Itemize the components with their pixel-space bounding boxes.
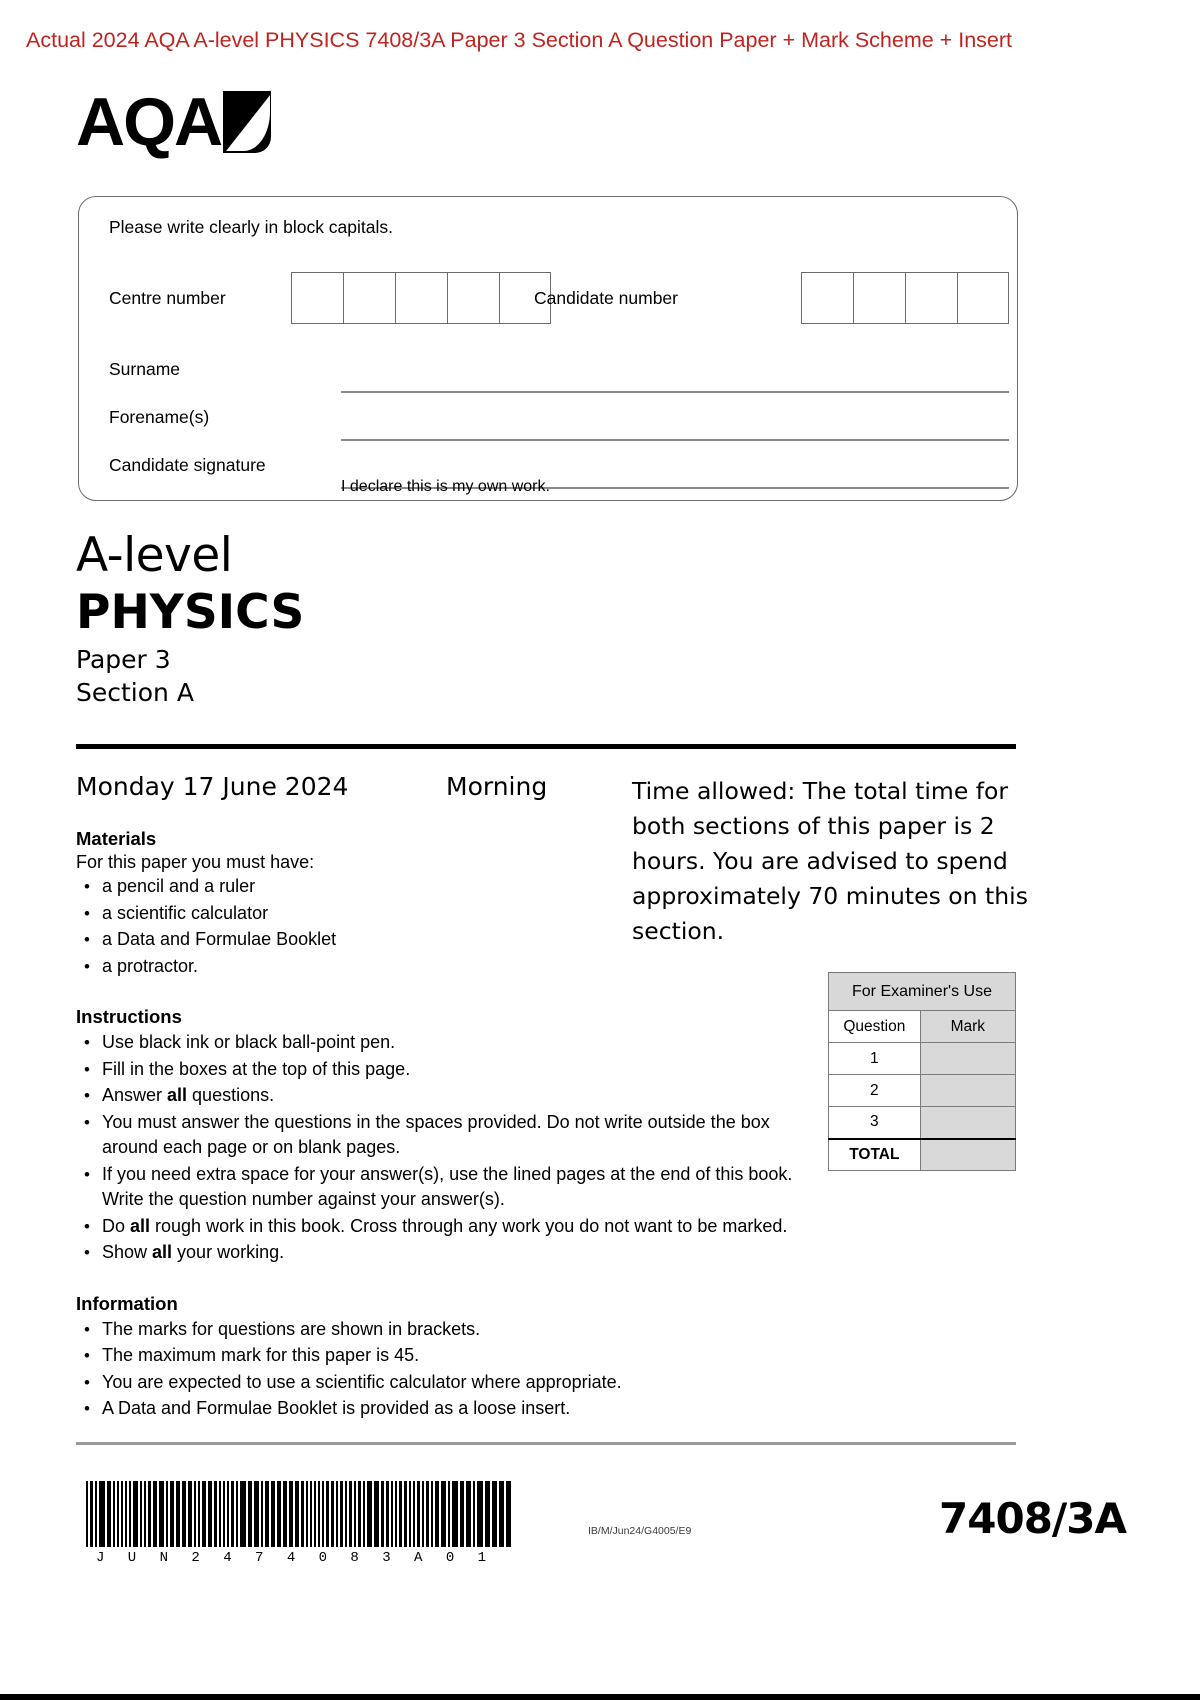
instructions-list [76,1030,806,1266]
barcode-bar [358,1481,361,1547]
barcode-bar [277,1481,281,1547]
paper-number: Paper 3 [76,645,171,674]
barcode-bar [198,1481,200,1547]
barcode-bar [140,1481,142,1547]
surname-label: Surname [109,359,181,379]
examiner-table-header-row [829,1011,1016,1043]
instructions-column [76,828,806,1423]
barcode-bar [166,1481,168,1547]
information-list [76,1317,806,1422]
materials-heading: Materials [76,828,157,849]
forename-row [109,397,1009,445]
barcode-bar [381,1481,384,1547]
barcode-bar [441,1481,446,1547]
centre-number-cell[interactable] [343,272,395,324]
barcode-bar [426,1481,429,1547]
barcode-bar [499,1481,504,1547]
examiner-use-table [828,972,1016,1171]
centre-candidate-row [109,272,1009,324]
barcode-bar [448,1481,450,1547]
mark-entry-cell[interactable] [920,1043,1015,1075]
list-item: • If you need extra space for your answer(s), use the lined pages at the end of this book. Write the question number against your answer(s). [76,1162,806,1213]
list-item: • Show all your working. [76,1240,806,1266]
barcode-bar [422,1481,424,1547]
barcode-bar [466,1481,471,1547]
barcode-bar [236,1481,238,1547]
barcode-bar [306,1481,308,1547]
barcode-bar [283,1481,287,1547]
barcode-bar [159,1481,164,1547]
examiner-column-header: Mark [920,1011,1015,1043]
barcode-bar [310,1481,312,1547]
list-item: • Use black ink or black ball-point pen. [76,1030,806,1056]
list-item: • You are expected to use a scientific calculator where appropriate. [76,1370,806,1396]
barcode-bar [395,1481,397,1547]
barcode-bar [113,1481,115,1547]
list-item: • a Data and Formulae Booklet [76,927,806,953]
barcode-bar [473,1481,475,1547]
barcode-bar [318,1481,320,1547]
examiner-table-title-row [829,973,1016,1011]
barcode-bar [349,1481,352,1547]
barcode-bar [295,1481,299,1547]
examiner-table-title: For Examiner's Use [829,973,1016,1011]
aqa-logo [76,84,271,160]
barcode-number: J U N 2 4 7 4 0 8 3 A 0 1 [96,1550,494,1566]
barcode-bar [374,1481,379,1547]
barcode-bar [492,1481,497,1547]
mark-entry-cell[interactable] [920,1075,1015,1107]
barcode [86,1481,513,1566]
total-label: TOTAL [829,1139,921,1171]
centre-number-cell[interactable] [447,272,499,324]
barcode-bar [431,1481,433,1547]
barcode-bar [121,1481,123,1547]
barcode-bar [435,1481,439,1547]
signature-row [109,445,1009,493]
barcode-bar [452,1481,458,1547]
barcode-bar [99,1481,105,1547]
materials-list [76,874,806,979]
red-banner-title: Actual 2024 AQA A-level PHYSICS 7408/3A Paper 3 Section A Question Paper + Mark Scheme + Insert [26,28,1012,52]
centre-number-label: Centre number [109,288,226,308]
qualification-level: A-level [76,528,233,583]
list-item: • a scientific calculator [76,901,806,927]
barcode-bar [386,1481,389,1547]
mark-entry-cell[interactable] [920,1107,1015,1139]
barcode-bar [90,1481,93,1547]
barcode-bar [336,1481,338,1547]
forename-label: Forename(s) [109,407,210,427]
barcode-bar [354,1481,356,1547]
barcode-bar [153,1481,157,1547]
section-label: Section A [76,678,194,707]
barcode-bar [340,1481,343,1547]
list-item: • A Data and Formulae Booklet is provided as a loose insert. [76,1396,806,1422]
barcode-bar [148,1481,151,1547]
barcode-bar [117,1481,119,1547]
barcode-bar [202,1481,206,1547]
barcode-bar [214,1481,217,1547]
barcode-bar [176,1481,180,1547]
table-row [829,1075,1016,1107]
time-allowed-text: Time allowed: The total time for both sections of this paper is 2 hours. You are advised to spend approximately 70 minutes on this section. [632,777,1028,945]
paper-title-block [76,528,304,709]
barcode-bar [223,1481,225,1547]
barcode-bar [289,1481,293,1547]
list-item: • The marks for questions are shown in brackets. [76,1317,806,1343]
barcode-bar [326,1481,329,1547]
list-item: • a pencil and a ruler [76,874,806,900]
barcode-bar [129,1481,131,1547]
barcode-bar [417,1481,420,1547]
barcode-bars [86,1481,513,1547]
barcode-bar [322,1481,324,1547]
barcode-bar [271,1481,275,1547]
barcode-bar [409,1481,411,1547]
list-item: • You must answer the questions in the spaces provided. Do not write outside the box around each page or on blank pages. [76,1110,806,1161]
barcode-bar [460,1481,464,1547]
barcode-bar [399,1481,402,1547]
barcode-bar [231,1481,234,1547]
aqa-logo-text: AQA [76,84,222,160]
barcode-bar [182,1481,186,1547]
barcode-bar [413,1481,415,1547]
question-number-cell: 2 [829,1075,921,1107]
examiner-total-row [829,1139,1016,1171]
barcode-bar [485,1481,490,1547]
barcode-bar [107,1481,111,1547]
barcode-bar [227,1481,229,1547]
barcode-bar [86,1481,88,1547]
barcode-bar [240,1481,246,1547]
barcode-bar [367,1481,372,1547]
candidate-number-label: Candidate number [534,288,678,308]
barcode-bar [133,1481,138,1547]
total-mark-cell[interactable] [920,1139,1015,1171]
barcode-bar [170,1481,174,1547]
exam-date: Monday 17 June 2024 [76,772,349,801]
subject-title: PHYSICS [76,585,305,640]
forename-input[interactable] [341,439,1009,441]
list-item: • Do all rough work in this book. Cross through any work you do not want to be marked. [76,1214,806,1240]
footer-divider [76,1442,1016,1445]
surname-input[interactable] [341,391,1009,393]
centre-number-cell[interactable] [291,272,343,324]
barcode-bar [404,1481,407,1547]
declaration-text: I declare this is my own work. [341,478,550,495]
instructions-heading: Instructions [76,1006,182,1027]
barcode-bar [391,1481,393,1547]
barcode-bar [506,1481,511,1547]
paper-code: 7408/3A [939,1494,1126,1543]
ib-reference-code: IB/M/Jun24/G4005/E9 [588,1525,692,1537]
information-heading: Information [76,1292,178,1314]
materials-subheading: For this paper you must have: [76,852,315,872]
barcode-bar [331,1481,334,1547]
barcode-bar [254,1481,259,1547]
title-divider [76,744,1016,749]
barcode-bar [314,1481,316,1547]
barcode-bar [125,1481,127,1547]
exam-session: Morning [446,772,548,801]
surname-row [109,349,1009,397]
list-item: • Fill in the boxes at the top of this page. [76,1057,806,1083]
barcode-bar [363,1481,365,1547]
aqa-leaf-icon [223,91,271,153]
barcode-bar [219,1481,221,1547]
question-number-cell: 1 [829,1043,921,1075]
barcode-bar [301,1481,304,1547]
list-item: • Answer all questions. [76,1083,806,1109]
centre-number-cell[interactable] [395,272,447,324]
candidate-number-cell[interactable] [801,272,853,324]
list-item: • a protractor. [76,954,806,980]
signature-label: Candidate signature [109,455,266,475]
barcode-bar [188,1481,192,1547]
barcode-bar [248,1481,252,1547]
barcode-bar [194,1481,196,1547]
question-number-cell: 3 [829,1107,921,1139]
page-bottom-rule [0,1694,1200,1700]
barcode-bar [477,1481,483,1547]
table-row [829,1107,1016,1139]
barcode-bar [95,1481,97,1547]
candidate-number-cell[interactable] [957,272,1009,324]
centre-number-input[interactable] [291,272,551,324]
block-capitals-note: Please write clearly in block capitals. [109,217,394,237]
candidate-number-cell[interactable] [853,272,905,324]
candidate-number-input[interactable] [801,272,1009,324]
barcode-bar [261,1481,263,1547]
list-item: • The maximum mark for this paper is 45. [76,1343,806,1369]
examiner-column-header: Question [829,1011,921,1043]
candidate-details-box [78,196,1018,501]
barcode-bar [265,1481,269,1547]
barcode-bar [208,1481,212,1547]
barcode-bar [345,1481,347,1547]
candidate-number-cell[interactable] [905,272,957,324]
barcode-bar [144,1481,146,1547]
table-row [829,1043,1016,1075]
